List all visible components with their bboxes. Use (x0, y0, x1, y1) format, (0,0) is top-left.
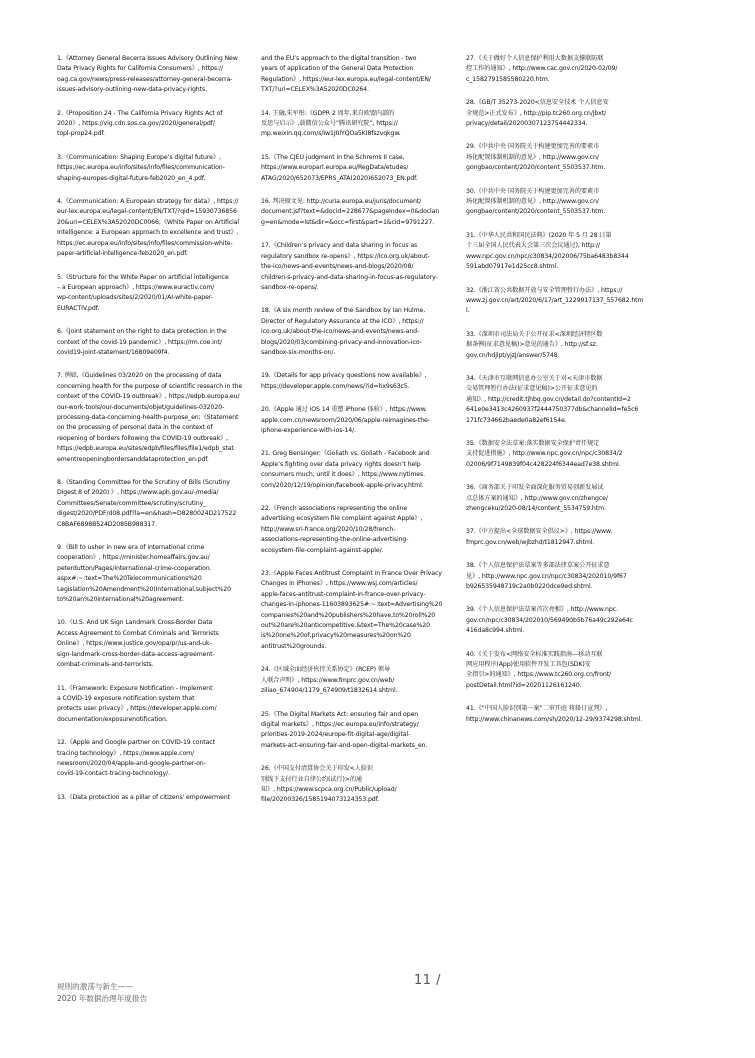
reference-item: 40.《关于发布<网络安全标准实践指南—移动互联 网应用程序(App)使用软件开发工具包(SDK)安 全指引>的通知》, https://www.tc260.org.cn/front/ postDetail.html?id=20201126161240. (466, 650, 612, 689)
reference-item: 33.《深圳市司法局关于公开征求<深圳经济特区数 据条例(征求意见稿)>意见的通告》, http://sf.sz. gov.cn/hdjlpt/yjzj/answer/5748. (466, 330, 603, 359)
footer-line-1: 规则的激荡与新生—— (57, 982, 133, 991)
reference-item: 29.《中共中央 国务院关于构建更加完善的要素市 场化配置体制机制的意见》, http://www.gov.cn/ gongbao/content/2020/content_5503537.htm. (466, 143, 606, 172)
references-column-1 (57, 54, 243, 816)
reference-item: 37.《中方提出<全球数据安全倡议>》, https://www. fmprc.gov.cn/web/wjbzhd/t1812947.shtml. (466, 528, 613, 546)
reference-item: 34.《天津市互联网信息办公室关于对<天津市数据 交易管理暂行办法(征求意见稿)>公开征求意见的 通知》, http://credit.tjhbq.gov.cn/detail.do?contentId=2 641e0e3413c4260937f2444750377db&channelId=fe5c6 171fc734662baede0a82ef6154e. (466, 374, 639, 424)
reference-item: 24.《区域全面经济伙伴关系协定》(RCEP) 领导 人联合声明》, https://www.fmprc.gov.cn/web/ ziliao_674904/1179_674909/t1832614.shtml. (261, 666, 398, 695)
reference-item: 1.《Attorney General Becerra Issues Advisory Outlining New Data Privacy Rights for California Consumers》, https:// oag.ca.gov/news/press-releases/attorney-general-becerra- issues-advisory-outlining-new-data-privacy-rights. (57, 55, 238, 94)
reference-item: 31.《中华人民共和国民法典》(2020 年 5 月 28 日第 十三届全国人民代表大会第三次会议通过), http:// www.npc.gov.cn/npc/c30834/202006/75ba6483b8344 591abd07917e1d25cc8.shtml. (466, 231, 629, 271)
reference-item: 17.《Children’s privacy and data sharing in focus as regulatory sandbox re-opens》, https://ico.org.uk/about- the-ico/news-and-events/news-and-blogs/2020/08/ children-s-privacy-and-data-sharing-in-focus-as-regulatory- sandbox-re-opens/. (261, 242, 438, 291)
reference-item: 35.《数据安全法草案:落实数据安全保护责任规定 支持促进措施》, http://www.npc.gov.cn/npc/c30834/2 02006/9f7149839f04c428224f6344ead7e38.shtml. (466, 439, 623, 468)
reference-item: 9.《Bill to usher in new era of international crime cooperation》, https://minister.homeaffairs.gov.au/ peterdutton/Pages/international-crime-cooperation. aspx#:~:text=The%20Telecommunications%20 Legislation%20Amendment%20(International,subject%20 to%20an%20international%20agreement. (57, 544, 231, 604)
footer-line-2: 2020 年数据治理年度报告 (57, 994, 148, 1003)
report-footer-title (57, 981, 147, 1005)
reference-item: 39.《个人信息保护法草案首次亮相》, http://www.npc. gov.cn/npc/c30834/202010/569490b5b76a49c292e64c 416da8c994.shtml. (466, 606, 634, 635)
reference-item: 5.《Structure for the White Paper on artificial intelligence – a European approach》, https://www.euractiv.com/ wp-content/uploads/sites/2/2020/01/AI-white-paper- EURACTIV.pdf. (57, 273, 229, 312)
reference-item: 15.《The CJEU judgment in the Schrems II case, https://www.europarl.europa.eu/RegData/etudes/ ATAG/2020/652073/EPRS_ATA(2020)652073_EN.pdf. (261, 153, 418, 182)
reference-item: 14. 王融,朱军彤:《GDPR 2 周年,来自欧盟内部的 反思与启示》,载微信公众号“腾讯研究院”, https:// mp.weixin.qq.com/s/Iw1J0lYQOa5KI8fszvqkgw. (261, 109, 401, 138)
reference-item: 27.《关于做好个人信息保护利用大数据支撑联防联 控工作的通知》, http://www.cac.gov.cn/2020-02/09/ c_1582791585580220.htm. (466, 55, 618, 83)
reference-item: 26.《中国支付清算协会关于印发<人脸识 别线下支付行业自律公约(试行)>的通 知》, https://www.scpca.org.cn/Public/upload/ file/20200326/1585194073124353.pdf. (261, 765, 397, 804)
reference-item: 22.《French associations representing the online advertising ecosystem file complaint against Apple》, http://www.sri-france.org/2020/10/28/french- associations-representing-the-online-advertising- ecosystem-file-complaint-against-apple/. (261, 505, 423, 554)
reference-item: 3.《Communication: Shaping Europe’s digital future》, https://ec.europa.eu/info/sites/info/files/communication- shaping-europes-digital-future-feb2020_en_4.pdf. (57, 153, 225, 182)
reference-item: 8.《Standing Committee for the Scrutiny of Bills (Scrutiny Digest 8 of 2020) 》, https://www.aph.gov.au/-/media/ Committees/Senate/committee/scrutiny/scrutiny_ digest/2020/PDF/d08.pdf?la=en&hash=D8280024D217522 C8BAF6898B524D2085B988317. (57, 479, 237, 528)
reference-item: 2.《Proposition 24 - The California Privacy Rights Act of 2020》, https://vig.cdn.sos.ca.gov/2020/general/pdf/ topl-prop24.pdf. (57, 109, 223, 138)
reference-item: 38.《个人信息保护法草案等多部法律草案公开征求意 见》, http://www.npc.gov.cn/npc/c30834/202010/9f67 b926535948719c2a0b0220dce9ed.shtml. (466, 562, 627, 591)
reference-item: 13.《Data protection as a pillar of citizens' empowerment (57, 793, 230, 801)
reference-item: 23.《Apple Faces Antitrust Complaint in France Over Privacy Changes in iPhones》, https://www.wsj.com/articles/ apple-faces-antitrust-complaint-in-france-over-privacy- changes-in-iphones-11603893625#:~:text=Advertising%20 companies%20and%20publishers%20have,to%20roll%20 out%20are%20anticompetitive.&text=The%20case%20 is%20one%20of,privacy%20measures%20on%20 antitrust%20grounds. (261, 570, 443, 650)
reference-item: and the EU’s approach to the digital transition - two years of application of the General Data Protection Regulation》, https://eur-lex.europa.eu/legal-content/EN/ TXT/?uri=CELEX%3A52020DC0264. (261, 55, 431, 94)
reference-item: 19.《Details for app privacy questions now available》, https://developer.apple.com/news/?id=hx9s63c5. (261, 372, 427, 390)
reference-item: 12.《Apple and Google partner on COVID-19 contact tracing technology》, https://www.apple.com/ newsroom/2020/04/apple-and-google-partner-on- covid-19-contact-tracing-technology/. (57, 739, 215, 778)
reference-item: 4.《Communication: A European strategy for data》, https:// eur-lex.europa.eu/legal-content/EN/TXT/?qid=15930736856 20&uri=CELEX%3A52020DC0066;《White Paper on Artificial Intelligence: a European approach to excellence and trust》, https://ec.europa.eu/info/sites/info/files/commission-white- paper-artificial-intelligence-feb2020_en.pdf. (57, 198, 240, 258)
reference-item: 41.《“中国人脸识别第一案”二审开庭 将择日宣判》, http://www.chinanews.com/sh/2020/12-29/9374298.shtml. (466, 705, 643, 723)
reference-item: 30.《中共中央 国务院关于构建更加完善的要素市 场化配置体制机制的意见》, http://www.gov.cn/ gongbao/content/2020/content_5503537.htm. (466, 187, 606, 216)
reference-item: 25.《The Digital Markets Act: ensuring fair and open digital markets》, https://ec.europa.eu/info/strategy/ priorities-2019-2024/europe-fit-digital-age/digital- markets-act-ensuring-fair-and-open-digital-markets_en. (261, 710, 428, 749)
reference-item: 21. Greg Bensinger:《Goliath vs. Goliath - Facebook and Apple’s fighting over data privacy rights doesn’t help consumers much, until it does》, https://www.nytimes. com/2020/12/19/opinion/facebook-apple-privacy.html. (261, 450, 430, 489)
reference-item: 18.《A six month review of the Sandbox by Ian Hulme, Director of Regulatory Assurance at the ICO》, https:// ico.org.uk/about-the-ico/news-and-events/news-and- blogs/2020/03/combining-privacy-and-innovation-ico- sandbox-six-months-on/. (261, 307, 426, 356)
page-number: 11 / (414, 973, 442, 988)
reference-item: 28.《GB/T 35273-2020<信息安全技术 个人信息安 全规范>正式发布》, http://pip.tc260.org.cn/jbxt/ privacy/detail/20200307123754442334. (466, 99, 609, 128)
reference-item: 10.《U.S. And UK Sign Landmark Cross-Border Data Access Agreement to Combat Criminals and Terrorists Online》, https://www.justice.gov/opa/pr/us-and-uk- sign-landmark-cross-border-data-access-agreement- combat-criminals-and-terrorists. (57, 619, 219, 669)
reference-item: 32.《浙江省公共数据开放与安全管理暂行办法》, https:// www.zj.gov.cn/art/2020/6/17/art_1229017137_557682.html. (466, 286, 644, 315)
references-column-2 (261, 54, 443, 819)
reference-item: 36.《商务部关于印发全面深化服务贸易创新发展试 点总体方案的通知》, http://www.gov.cn/zhengce/ zhengceku/2020-08/14/content_5534759.htm. (466, 484, 608, 512)
reference-item: 6.《Joint statement on the right to data protection in the context of the covid-19 pandemic》, https://rm.coe.int/ covid19-joint-statement/16809e09f4. (57, 328, 227, 356)
references-column-3 (466, 54, 646, 738)
reference-item: 7. 例如,《Guidelines 03/2020 on the processing of data concerning health for the purpose of scientific research in the context of the COVID-19 outbreak》, https://edpb.europa.eu/ our-work-tools/our-documents/objet/guidelines-032020- processing-data-concerning-health-purpose_en;《Statement on the processing of personal data in the context of reopening of borders following the COVID-19 outbreak》, https://edpb.europa.eu/sites/edpb/files/files/file1/edpb_stat ementreopeningbordersanddataprotection_en.pdf. (57, 372, 243, 463)
reference-item: 11.《Framework: Exposure Notification - Implement a COVID-19 exposure notification system that protects user privacy》, https://developer.apple.com/ documentation/exposurenotification. (57, 684, 217, 723)
reference-item: 16. 判决原文见: http://curia.europa.eu/juris/document/ document.jsf?text=&docid=228677&pageIndex=0&doclan g=en&mode=lst&dir=&occ=first&part=1&cid=9791227. (261, 198, 440, 226)
reference-item: 20.《Apple 通过 iOS 14 重塑 iPhone 体验》, https://www. apple.com.cn/newsroom/2020/06/apple-reimagines-the- iphone-experience-with-ios-14/. (261, 406, 430, 434)
